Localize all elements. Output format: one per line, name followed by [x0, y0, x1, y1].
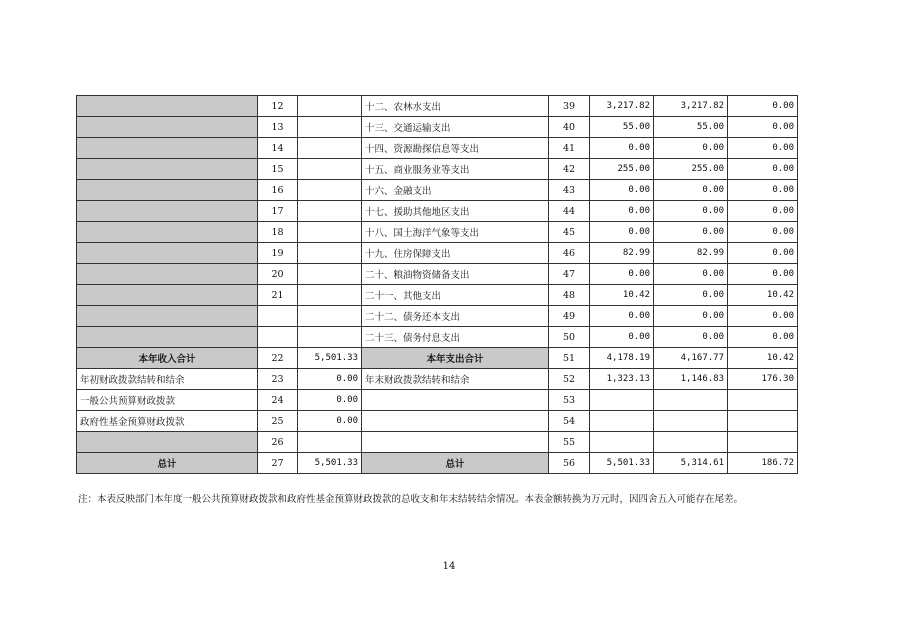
- table-row: [77, 96, 798, 117]
- income-item-cell: 总计: [77, 453, 258, 474]
- income-item-cell: [77, 222, 258, 243]
- expense-row-number-cell: 42: [549, 159, 590, 180]
- expense-fund-budget-cell: 176.30: [728, 369, 798, 390]
- expense-fund-budget-cell: [728, 390, 798, 411]
- page-number: 14: [442, 561, 456, 572]
- expense-item-cell: 二十、粮油物资储备支出: [362, 264, 549, 285]
- expense-general-budget-cell: 3,217.82: [654, 96, 728, 117]
- expense-general-budget-cell: 55.00: [654, 117, 728, 138]
- income-item-cell: 一般公共预算财政拨款: [77, 390, 258, 411]
- income-row-number-cell: 18: [258, 222, 298, 243]
- expense-general-budget-cell: 0.00: [654, 180, 728, 201]
- income-amount-cell: [298, 306, 362, 327]
- expense-item-cell: 十八、国土海洋气象等支出: [362, 222, 549, 243]
- income-item-cell: [77, 327, 258, 348]
- income-row-number-cell: 24: [258, 390, 298, 411]
- expense-total-cell: 0.00: [590, 264, 654, 285]
- expense-fund-budget-cell: 0.00: [728, 327, 798, 348]
- table-row: [77, 327, 798, 348]
- expense-total-cell: 0.00: [590, 306, 654, 327]
- expense-fund-budget-cell: 0.00: [728, 138, 798, 159]
- income-row-number-cell: 16: [258, 180, 298, 201]
- income-amount-cell: [298, 264, 362, 285]
- expense-row-number-cell: 43: [549, 180, 590, 201]
- expense-item-cell: 年末财政拨款结转和结余: [362, 369, 549, 390]
- expense-row-number-cell: 44: [549, 201, 590, 222]
- income-amount-cell: 0.00: [298, 411, 362, 432]
- income-item-cell: [77, 264, 258, 285]
- expense-item-cell: [362, 411, 549, 432]
- table-footnote: 注：本表反映部门本年度一般公共预算财政拨款和政府性基金预算财政拨款的总收支和年末结转结余情况。本表金额转换为万元时，因四舍五入可能存在尾差。: [78, 494, 744, 505]
- income-amount-cell: [298, 243, 362, 264]
- table-row: [77, 264, 798, 285]
- expense-total-cell: 5,501.33: [590, 453, 654, 474]
- income-row-number-cell: 23: [258, 369, 298, 390]
- income-amount-cell: [298, 222, 362, 243]
- income-row-number-cell: 14: [258, 138, 298, 159]
- income-item-cell: [77, 285, 258, 306]
- income-amount-cell: [298, 180, 362, 201]
- expense-item-cell: 十四、资源勘探信息等支出: [362, 138, 549, 159]
- income-amount-cell: 5,501.33: [298, 453, 362, 474]
- table-row: [77, 390, 798, 411]
- expense-item-cell: 十七、援助其他地区支出: [362, 201, 549, 222]
- table-row: [77, 222, 798, 243]
- expense-fund-budget-cell: 0.00: [728, 264, 798, 285]
- expense-general-budget-cell: 1,146.83: [654, 369, 728, 390]
- expense-general-budget-cell: [654, 432, 728, 453]
- expense-row-number-cell: 48: [549, 285, 590, 306]
- expense-fund-budget-cell: 0.00: [728, 243, 798, 264]
- expense-row-number-cell: 40: [549, 117, 590, 138]
- income-amount-cell: [298, 285, 362, 306]
- expense-general-budget-cell: 0.00: [654, 222, 728, 243]
- expense-total-cell: 1,323.13: [590, 369, 654, 390]
- expense-item-cell: 二十一、其他支出: [362, 285, 549, 306]
- income-item-cell: [77, 306, 258, 327]
- table-row: [77, 369, 798, 390]
- expense-row-number-cell: 51: [549, 348, 590, 369]
- expense-item-cell: 二十三、债务付息支出: [362, 327, 549, 348]
- income-item-cell: [77, 138, 258, 159]
- expense-fund-budget-cell: 10.42: [728, 285, 798, 306]
- income-row-number-cell: 25: [258, 411, 298, 432]
- expense-fund-budget-cell: 0.00: [728, 222, 798, 243]
- expense-row-number-cell: 46: [549, 243, 590, 264]
- table-row: [77, 159, 798, 180]
- expense-fund-budget-cell: 0.00: [728, 96, 798, 117]
- expense-item-cell: 总计: [362, 453, 549, 474]
- expense-general-budget-cell: 255.00: [654, 159, 728, 180]
- expense-total-cell: 55.00: [590, 117, 654, 138]
- expense-total-cell: 10.42: [590, 285, 654, 306]
- income-item-cell: [77, 201, 258, 222]
- expense-fund-budget-cell: 0.00: [728, 201, 798, 222]
- expense-general-budget-cell: [654, 390, 728, 411]
- expense-total-cell: 0.00: [590, 180, 654, 201]
- expense-fund-budget-cell: 0.00: [728, 159, 798, 180]
- expense-general-budget-cell: 0.00: [654, 306, 728, 327]
- expense-item-cell: 二十二、债务还本支出: [362, 306, 549, 327]
- expense-fund-budget-cell: 10.42: [728, 348, 798, 369]
- expense-item-cell: 十六、金融支出: [362, 180, 549, 201]
- table-row: [77, 411, 798, 432]
- income-amount-cell: 0.00: [298, 369, 362, 390]
- income-amount-cell: [298, 327, 362, 348]
- expense-general-budget-cell: 82.99: [654, 243, 728, 264]
- expense-total-cell: 0.00: [590, 222, 654, 243]
- expense-general-budget-cell: 5,314.61: [654, 453, 728, 474]
- expense-row-number-cell: 50: [549, 327, 590, 348]
- income-item-cell: 政府性基金预算财政拨款: [77, 411, 258, 432]
- expense-row-number-cell: 53: [549, 390, 590, 411]
- expense-item-cell: [362, 432, 549, 453]
- income-item-cell: [77, 96, 258, 117]
- expense-total-cell: 255.00: [590, 159, 654, 180]
- table-row: [77, 201, 798, 222]
- expense-total-cell: [590, 390, 654, 411]
- income-row-number-cell: 13: [258, 117, 298, 138]
- table-row: [77, 243, 798, 264]
- expense-total-cell: 0.00: [590, 327, 654, 348]
- expense-row-number-cell: 56: [549, 453, 590, 474]
- expense-row-number-cell: 49: [549, 306, 590, 327]
- income-item-cell: [77, 432, 258, 453]
- table-row: [77, 180, 798, 201]
- expense-fund-budget-cell: [728, 411, 798, 432]
- table-row: [77, 348, 798, 369]
- table-row: [77, 117, 798, 138]
- expense-general-budget-cell: 0.00: [654, 285, 728, 306]
- income-row-number-cell: 22: [258, 348, 298, 369]
- income-row-number-cell: 21: [258, 285, 298, 306]
- table-row: [77, 138, 798, 159]
- income-row-number-cell: 26: [258, 432, 298, 453]
- budget-table: [76, 95, 798, 474]
- income-item-cell: [77, 243, 258, 264]
- expense-item-cell: 十三、交通运输支出: [362, 117, 549, 138]
- expense-total-cell: 82.99: [590, 243, 654, 264]
- expense-total-cell: 4,178.19: [590, 348, 654, 369]
- income-amount-cell: 0.00: [298, 390, 362, 411]
- expense-item-cell: [362, 390, 549, 411]
- expense-total-cell: [590, 432, 654, 453]
- income-row-number-cell: 12: [258, 96, 298, 117]
- expense-row-number-cell: 47: [549, 264, 590, 285]
- table-row: [77, 306, 798, 327]
- expense-total-cell: 0.00: [590, 138, 654, 159]
- expense-row-number-cell: 39: [549, 96, 590, 117]
- expense-item-cell: 本年支出合计: [362, 348, 549, 369]
- income-row-number-cell: [258, 327, 298, 348]
- income-row-number-cell: [258, 306, 298, 327]
- expense-row-number-cell: 45: [549, 222, 590, 243]
- expense-row-number-cell: 54: [549, 411, 590, 432]
- income-amount-cell: [298, 432, 362, 453]
- expense-item-cell: 十九、住房保障支出: [362, 243, 549, 264]
- expense-row-number-cell: 52: [549, 369, 590, 390]
- expense-row-number-cell: 41: [549, 138, 590, 159]
- expense-total-cell: 0.00: [590, 201, 654, 222]
- income-item-cell: [77, 180, 258, 201]
- income-amount-cell: 5,501.33: [298, 348, 362, 369]
- expense-general-budget-cell: [654, 411, 728, 432]
- income-item-cell: 年初财政拨款结转和结余: [77, 369, 258, 390]
- income-amount-cell: [298, 117, 362, 138]
- income-item-cell: 本年收入合计: [77, 348, 258, 369]
- income-amount-cell: [298, 138, 362, 159]
- table-row: [77, 453, 798, 474]
- income-row-number-cell: 20: [258, 264, 298, 285]
- income-amount-cell: [298, 159, 362, 180]
- expense-general-budget-cell: 0.00: [654, 327, 728, 348]
- expense-general-budget-cell: 0.00: [654, 138, 728, 159]
- expense-item-cell: 十二、农林水支出: [362, 96, 549, 117]
- expense-general-budget-cell: 4,167.77: [654, 348, 728, 369]
- income-amount-cell: [298, 201, 362, 222]
- table-row: [77, 432, 798, 453]
- income-row-number-cell: 17: [258, 201, 298, 222]
- income-row-number-cell: 15: [258, 159, 298, 180]
- expense-fund-budget-cell: 0.00: [728, 117, 798, 138]
- expense-item-cell: 十五、商业服务业等支出: [362, 159, 549, 180]
- expense-fund-budget-cell: 0.00: [728, 180, 798, 201]
- expense-total-cell: 3,217.82: [590, 96, 654, 117]
- expense-total-cell: [590, 411, 654, 432]
- table-row: [77, 285, 798, 306]
- expense-fund-budget-cell: 0.00: [728, 306, 798, 327]
- expense-general-budget-cell: 0.00: [654, 201, 728, 222]
- expense-row-number-cell: 55: [549, 432, 590, 453]
- income-item-cell: [77, 117, 258, 138]
- income-amount-cell: [298, 96, 362, 117]
- expense-general-budget-cell: 0.00: [654, 264, 728, 285]
- expense-fund-budget-cell: [728, 432, 798, 453]
- income-row-number-cell: 19: [258, 243, 298, 264]
- income-row-number-cell: 27: [258, 453, 298, 474]
- income-item-cell: [77, 159, 258, 180]
- expense-fund-budget-cell: 186.72: [728, 453, 798, 474]
